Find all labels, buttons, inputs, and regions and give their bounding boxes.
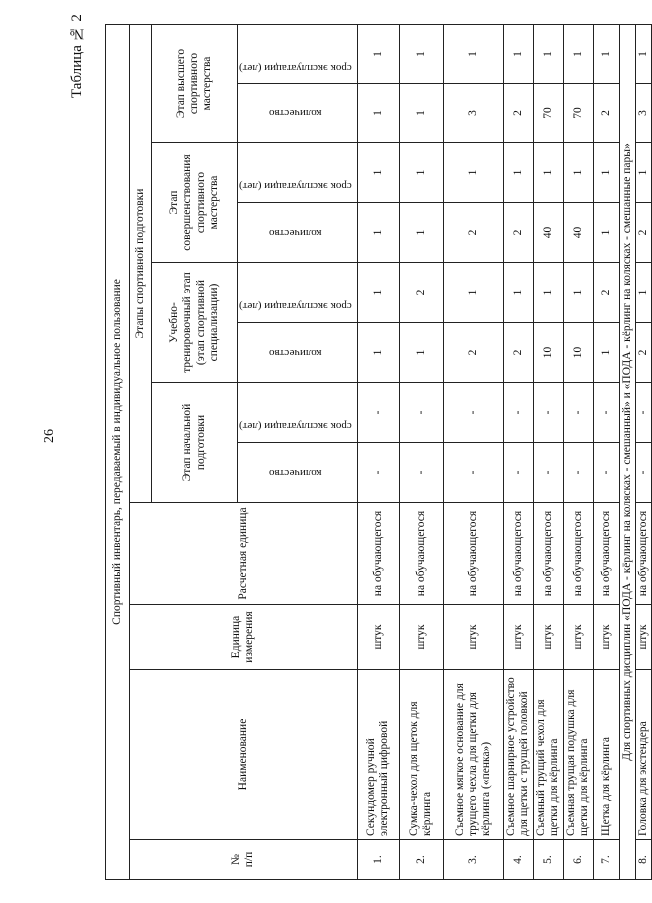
row-value: 70: [533, 84, 563, 143]
row-calc: на обучающегося: [357, 503, 399, 605]
row-value: 40: [533, 203, 563, 263]
row-calc: на обучающегося: [636, 503, 652, 605]
equipment-table: [105, 24, 652, 880]
row-value: 1: [357, 203, 399, 263]
row-num: 7.: [593, 840, 619, 880]
row-value: 1: [443, 263, 503, 323]
row-value: 1: [357, 24, 399, 83]
row-value: 2: [503, 323, 533, 383]
row-value: 1: [593, 24, 619, 83]
row-calc: на обучающегося: [443, 503, 503, 605]
table-row: [357, 24, 399, 879]
table-row: [503, 24, 533, 879]
header-stage-3: Этап совершенствования спортивного мастерства: [152, 143, 238, 263]
header-stage-1: Этап начальной подготовки: [152, 383, 238, 503]
header-term: срок эксплуатации (лет): [238, 263, 358, 323]
row-value: 1: [357, 263, 399, 323]
row-value: -: [503, 383, 533, 443]
row-value: 2: [503, 203, 533, 263]
row-value: -: [443, 443, 503, 503]
row-value: -: [563, 383, 593, 443]
row-value: 1: [399, 203, 443, 263]
table-row: [636, 24, 652, 879]
row-value: 40: [563, 203, 593, 263]
row-value: 2: [399, 263, 443, 323]
row-calc: на обучающегося: [399, 503, 443, 605]
row-unit: штук: [636, 605, 652, 670]
row-value: 1: [533, 143, 563, 203]
equipment-table-rotated: [105, 25, 650, 880]
row-value: 1: [357, 84, 399, 143]
header-unit: Единица измерения: [130, 605, 358, 670]
row-num: 3.: [443, 840, 503, 880]
row-num: 4.: [503, 840, 533, 880]
page-number: 26: [42, 429, 57, 443]
row-num: 6.: [563, 840, 593, 880]
row-value: -: [399, 383, 443, 443]
row-value: -: [636, 383, 652, 443]
row-name: Съемная трущая подушка для щетки для кёрлинга: [563, 670, 593, 840]
row-value: 1: [533, 24, 563, 83]
row-value: 1: [533, 263, 563, 323]
row-value: 1: [503, 24, 533, 83]
row-value: 1: [593, 143, 619, 203]
row-name: Съемный трущий чехол для щетки для кёрлинга: [533, 670, 563, 840]
row-value: 2: [593, 84, 619, 143]
table-row: [533, 24, 563, 879]
row-name: Щетка для кёрлинга: [593, 670, 619, 840]
row-value: -: [563, 443, 593, 503]
row-value: -: [503, 443, 533, 503]
row-calc: на обучающегося: [593, 503, 619, 605]
row-value: -: [399, 443, 443, 503]
row-value: 2: [636, 323, 652, 383]
row-unit: штук: [503, 605, 533, 670]
row-value: 1: [563, 263, 593, 323]
row-value: 2: [593, 263, 619, 323]
row-unit: штук: [533, 605, 563, 670]
row-num: 8.: [636, 840, 652, 880]
row-value: 1: [399, 323, 443, 383]
row-value: 10: [533, 323, 563, 383]
row-value: -: [357, 383, 399, 443]
row-value: 1: [636, 24, 652, 83]
header-stages-title: Этапы спортивной подготовки: [130, 24, 152, 502]
table-row: [443, 24, 503, 879]
row-value: 1: [503, 143, 533, 203]
row-calc: на обучающегося: [563, 503, 593, 605]
row-value: -: [636, 443, 652, 503]
row-name: Съемное шарнирное устройство для щетки с трущей головкой: [503, 670, 533, 840]
row-name: Сумка-чехол для щеток для кёрлинга: [399, 670, 443, 840]
header-term: срок эксплуатации (лет): [238, 143, 358, 203]
header-stage-4: Этап высшего спортивного мастерства: [152, 24, 238, 142]
row-value: 1: [357, 323, 399, 383]
row-value: -: [593, 443, 619, 503]
row-unit: штук: [357, 605, 399, 670]
table-row: [399, 24, 443, 879]
row-value: 2: [503, 84, 533, 143]
row-calc: на обучающегося: [503, 503, 533, 605]
header-qty: количество: [238, 443, 358, 503]
row-value: 1: [399, 84, 443, 143]
row-value: 3: [636, 84, 652, 143]
table-main-title: Спортивный инвентарь, передаваемый в индивидуальное пользование: [106, 24, 130, 879]
discipline-span-row: Для спортивных дисциплин «ПОДА - кёрлинг на колясках - смешанный» и «ПОДА - кёрлинг на колясках - смешанные пары»: [619, 24, 635, 879]
header-qty: количество: [238, 323, 358, 383]
row-value: 1: [503, 263, 533, 323]
table-row: [563, 24, 593, 879]
row-unit: штук: [399, 605, 443, 670]
row-value: 1: [443, 24, 503, 83]
row-value: 1: [443, 143, 503, 203]
row-value: 1: [593, 323, 619, 383]
row-name: Съемное мягкое основание для трущего чехла для щетки для кёрлинга («пенка»): [443, 670, 503, 840]
row-value: 2: [443, 203, 503, 263]
header-qty: количество: [238, 203, 358, 263]
row-value: 3: [443, 84, 503, 143]
header-calc-unit: Расчетная единица: [130, 503, 358, 605]
row-unit: штук: [563, 605, 593, 670]
row-value: 1: [563, 24, 593, 83]
row-value: 70: [563, 84, 593, 143]
table-row: [593, 24, 619, 879]
row-name: Секундомер ручной электронный цифровой: [357, 670, 399, 840]
row-name: Головка для экстендера: [636, 670, 652, 840]
row-value: 1: [636, 263, 652, 323]
row-value: 1: [399, 24, 443, 83]
row-value: -: [593, 383, 619, 443]
row-value: 1: [593, 203, 619, 263]
row-value: 1: [563, 143, 593, 203]
header-qty: количество: [238, 84, 358, 143]
row-value: 10: [563, 323, 593, 383]
row-value: -: [533, 443, 563, 503]
row-num: 2.: [399, 840, 443, 880]
header-stage-2: Учебно-тренировочный этап (этап спортивной специализации): [152, 263, 238, 383]
row-unit: штук: [443, 605, 503, 670]
header-name: Наименование: [130, 670, 358, 840]
row-value: -: [443, 383, 503, 443]
row-unit: штук: [593, 605, 619, 670]
row-num: 1.: [357, 840, 399, 880]
row-calc: на обучающегося: [533, 503, 563, 605]
row-value: 2: [636, 203, 652, 263]
row-value: 1: [399, 143, 443, 203]
header-num: № п/п: [130, 840, 358, 880]
row-num: 5.: [533, 840, 563, 880]
row-value: -: [357, 443, 399, 503]
row-value: -: [533, 383, 563, 443]
table-caption: Таблица № 2: [69, 14, 85, 98]
row-value: 2: [443, 323, 503, 383]
header-term: срок эксплуатации (лет): [238, 24, 358, 83]
header-term: срок эксплуатации (лет): [238, 383, 358, 443]
row-value: 1: [636, 143, 652, 203]
row-value: 1: [357, 143, 399, 203]
